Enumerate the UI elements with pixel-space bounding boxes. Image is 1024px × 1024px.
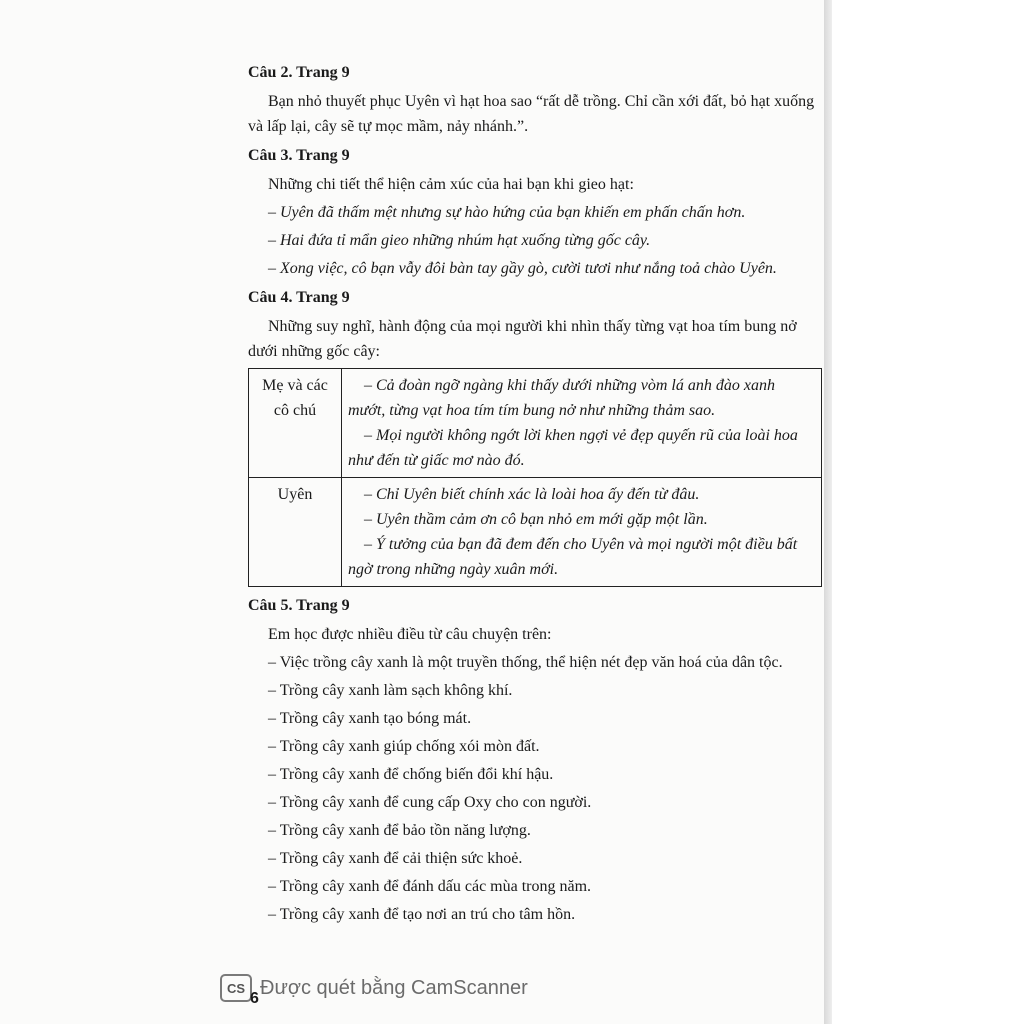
q5-item: – Trồng cây xanh làm sạch không khí. — [268, 682, 513, 699]
table-cell-details — [342, 369, 822, 478]
q3-item: – Uyên đã thấm mệt nhưng sự hào hứng của bạn khiến em phấn chấn hơn. — [268, 204, 746, 221]
table-item: – Ý tưởng của bạn đã đem đến cho Uyên và mọi người một điều bất ngờ trong những ngày xuân mới. — [348, 536, 798, 578]
q5-item: – Trồng cây xanh để cải thiện sức khoẻ. — [268, 850, 523, 867]
q5-intro: Em học được nhiều điều từ câu chuyện trên: — [268, 626, 552, 643]
page-number: 6 — [250, 990, 259, 1007]
table-item: – Cả đoàn ngỡ ngàng khi thấy dưới những vòm lá anh đào xanh mướt, từng vạt hoa tím tím bung nở như những thảm sao. — [348, 377, 775, 419]
page-content — [248, 56, 818, 930]
q3-item: – Xong việc, cô bạn vẫy đôi bàn tay gầy gò, cười tươi như nắng toả chào Uyên. — [268, 260, 777, 277]
camscanner-watermark — [220, 974, 528, 1002]
q3-intro: Những chi tiết thể hiện cảm xúc của hai bạn khi gieo hạt: — [268, 176, 634, 193]
right-margin — [832, 0, 1024, 1024]
q2-heading: Câu 2. Trang 9 — [248, 64, 350, 81]
table-row — [249, 478, 822, 587]
table-item: – Chỉ Uyên biết chính xác là loài hoa ấy đến từ đâu. — [364, 486, 700, 503]
q5-heading: Câu 5. Trang 9 — [248, 597, 350, 614]
q3-heading: Câu 3. Trang 9 — [248, 147, 350, 164]
table-cell-who: Uyên — [249, 478, 342, 587]
camscanner-logo-icon: CS — [220, 974, 252, 1002]
table-item: – Mọi người không ngớt lời khen ngợi vẻ đẹp quyến rũ của loài hoa như đến từ giấc mơ nào đó. — [348, 427, 798, 469]
q5-first-point: – Việc trồng cây xanh là một truyền thống, thể hiện nét đẹp văn hoá của dân tộc. — [268, 654, 783, 671]
q5-item: – Trồng cây xanh để cung cấp Oxy cho con người. — [268, 794, 592, 811]
camscanner-text: Được quét bằng CamScanner — [260, 976, 528, 999]
q5-item: – Trồng cây xanh để tạo nơi an trú cho tâm hồn. — [268, 906, 576, 923]
q5-item: – Trồng cây xanh để bảo tồn năng lượng. — [268, 822, 531, 839]
q4-intro: Những suy nghĩ, hành động của mọi người khi nhìn thấy từng vạt hoa tím bung nở dưới những gốc cây: — [248, 318, 797, 360]
q5-item: – Trồng cây xanh để chống biến đổi khí hậu. — [268, 766, 554, 783]
q2-answer: Bạn nhỏ thuyết phục Uyên vì hạt hoa sao “rất dễ trồng. Chỉ cần xới đất, bỏ hạt xuống và lấp lại, cây sẽ tự mọc mầm, nảy nhánh.”. — [248, 93, 815, 135]
table-cell-details — [342, 478, 822, 587]
q5-item: – Trồng cây xanh giúp chống xói mòn đất. — [268, 738, 540, 755]
q5-item: – Trồng cây xanh để đánh dấu các mùa trong năm. — [268, 878, 592, 895]
reactions-table — [248, 368, 822, 587]
q5-item: – Trồng cây xanh tạo bóng mát. — [268, 710, 472, 727]
table-item: – Uyên thầm cảm ơn cô bạn nhỏ em mới gặp một lần. — [364, 511, 708, 528]
table-row — [249, 369, 822, 478]
q4-heading: Câu 4. Trang 9 — [248, 289, 350, 306]
page-edge-shadow — [824, 0, 832, 1024]
q3-item: – Hai đứa tỉ mẩn gieo những nhúm hạt xuống từng gốc cây. — [268, 232, 651, 249]
table-cell-who: Mẹ và các cô chú — [249, 369, 342, 478]
